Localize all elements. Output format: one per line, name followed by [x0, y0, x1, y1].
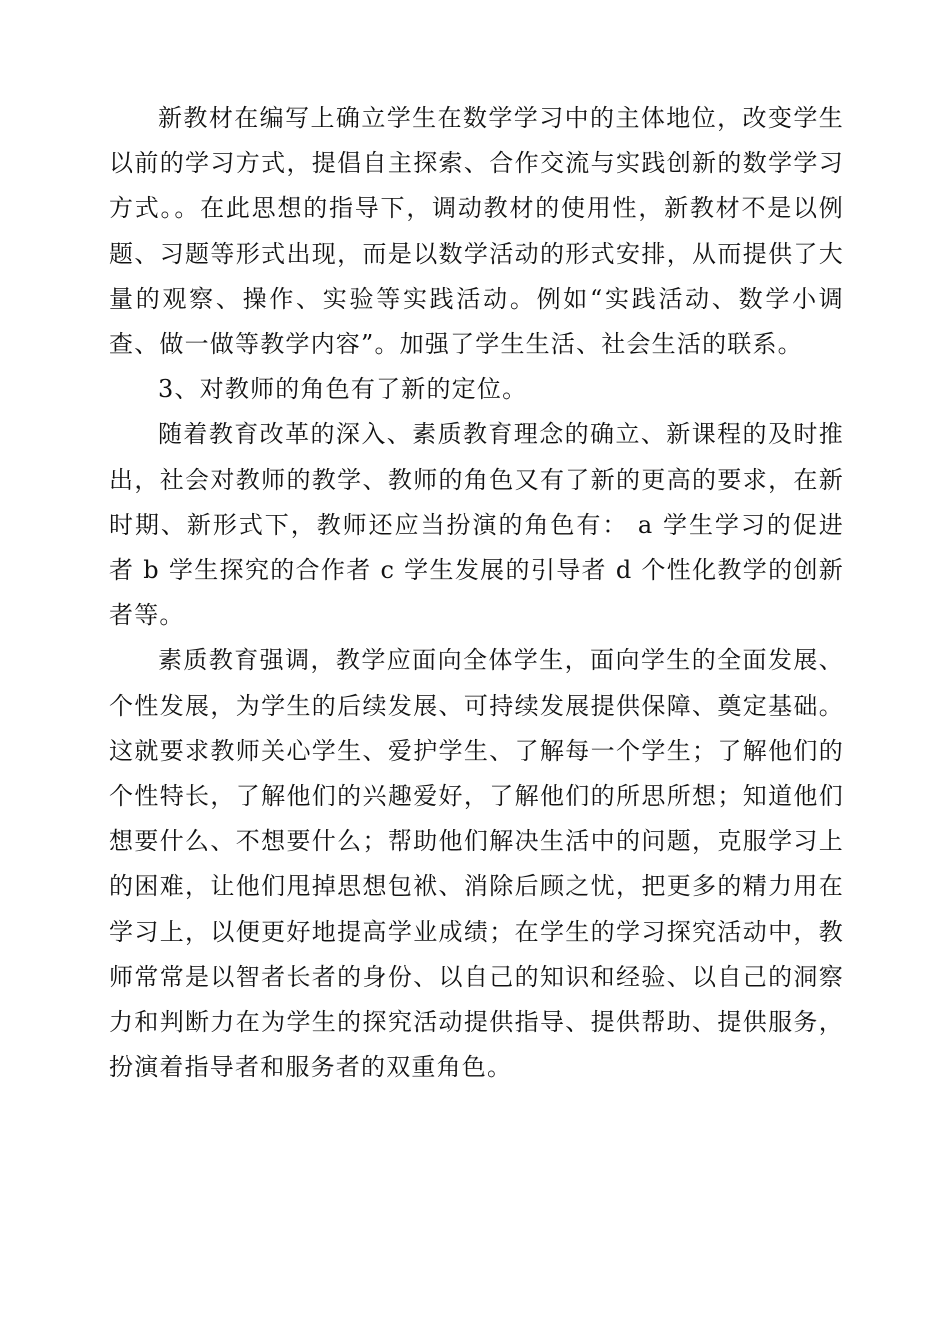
paragraph-heading-teacher-role: 3、对教师的角色有了新的定位。: [158, 375, 528, 404]
paragraph-education-reform: 随着教育改革的深入、素质教育理念的确立、新课程的及时推出，社会对教师的教学、教师的角色又有了新的更高的要求，在新时期、新形式下，教师还应当扮演的角色有： a 学生学习的促进者 b 学生探究的合作者 c 学生发展的引导者 d 个性化教学的创新者等。: [109, 420, 844, 630]
document-body: [109, 96, 844, 1090]
paragraph-textbook-design: 新教材在编写上确立学生在数学学习中的主体地位，改变学生以前的学习方式，提倡自主探索、合作交流与实践创新的数学学习方式。。在此思想的指导下，调动教材的使用性，新教材不是以例题、习题等形式出现，而是以数学活动的形式安排，从而提供了大量的观察、操作、实验等实践活动。例如“实践活动、数学小调查、做一做等教学内容”。加强了学生生活、社会生活的联系。: [109, 104, 844, 359]
paragraph-quality-education: 素质教育强调，教学应面向全体学生，面向学生的全面发展、个性发展，为学生的后续发展、可持续发展提供保障、奠定基础。这就要求教师关心学生、爱护学生、了解每一个学生；了解他们的个性特长，了解他们的兴趣爱好，了解他们的所思所想；知道他们想要什么、不想要什么；帮助他们解决生活中的问题，克服学习上的困难，让他们甩掉思想包袱、消除后顾之忧，把更多的精力用在学习上，以便更好地提高学业成绩；在学生的学习探究活动中，教师常常是以智者长者的身份、以自己的知识和经验、以自己的洞察力和判断力在为学生的探究活动提供指导、提供帮助、提供服务，扮演着指导者和服务者的双重角色。: [109, 646, 844, 1082]
